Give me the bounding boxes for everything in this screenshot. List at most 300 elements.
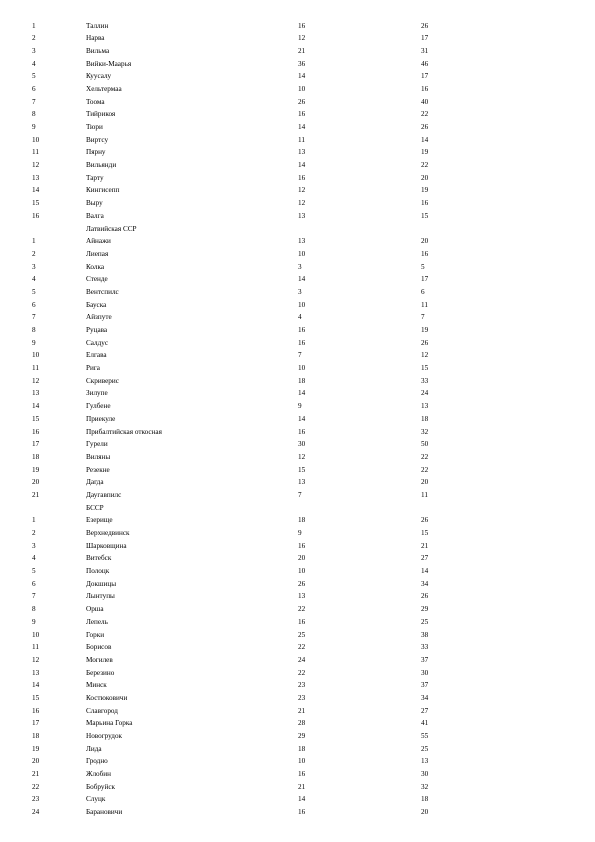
value-b: 16 (421, 84, 429, 93)
row-number: 17 (32, 719, 40, 728)
place-name: Лида (86, 744, 102, 753)
table-row (0, 654, 595, 667)
value-a: 16 (298, 338, 306, 347)
value-a: 7 (298, 490, 302, 499)
table-row (0, 261, 595, 274)
table-row (0, 476, 595, 489)
place-name: Тюри (86, 123, 103, 131)
row-number: 8 (32, 326, 36, 334)
table-row (0, 413, 595, 426)
table-row (0, 146, 595, 159)
table-row (0, 629, 595, 642)
place-name: Гулбене (86, 402, 111, 411)
value-b: 26 (421, 21, 429, 30)
value-a: 3 (298, 287, 302, 296)
value-b: 6 (421, 287, 425, 296)
value-b: 15 (421, 364, 429, 373)
table-row (0, 121, 595, 134)
value-a: 11 (298, 135, 305, 144)
value-a: 15 (298, 465, 306, 474)
place-name: Приекуле (86, 414, 116, 423)
value-b: 20 (421, 808, 429, 817)
table-row (0, 172, 595, 185)
value-a: 10 (298, 364, 306, 373)
value-a: 21 (298, 706, 306, 715)
place-name: Тоома (86, 97, 105, 106)
table-row (0, 159, 595, 172)
row-number: 4 (32, 59, 36, 68)
value-b: 26 (421, 338, 429, 347)
row-number: 15 (32, 693, 40, 702)
place-name: Лепель (86, 617, 108, 626)
value-a: 12 (298, 452, 306, 461)
value-b: 5 (421, 262, 425, 271)
place-name: Шарковщина (86, 541, 127, 550)
value-b: 22 (421, 465, 429, 474)
value-a: 22 (298, 643, 306, 652)
value-a: 12 (298, 199, 306, 208)
value-b: 34 (421, 693, 429, 702)
value-b: 13 (421, 402, 429, 411)
table-row (0, 197, 595, 210)
value-a: 10 (298, 567, 306, 576)
value-b: 19 (421, 148, 429, 157)
value-a: 10 (298, 757, 306, 766)
table-row (0, 705, 595, 718)
value-a: 12 (298, 34, 306, 43)
row-number: 1 (32, 21, 36, 30)
row-number: 5 (32, 287, 36, 296)
row-number: 14 (32, 681, 40, 690)
row-number: 23 (32, 795, 40, 804)
table-row (0, 337, 595, 350)
value-a: 28 (298, 719, 306, 728)
place-name: Тарту (86, 173, 104, 182)
value-a: 16 (298, 541, 306, 550)
value-b: 15 (421, 529, 429, 537)
row-number: 8 (32, 110, 36, 119)
value-b: 41 (421, 719, 429, 728)
table-row (0, 20, 595, 33)
table-row (0, 540, 595, 553)
value-b: 18 (421, 795, 429, 804)
value-b: 50 (421, 440, 429, 449)
row-number: 6 (32, 84, 36, 93)
table-row (0, 717, 595, 730)
place-name: Таллин (86, 21, 109, 30)
place-name: Витебск (86, 554, 112, 563)
section-title: БССР (86, 503, 104, 512)
place-name: Славгород (86, 706, 118, 715)
value-b: 25 (421, 617, 429, 626)
value-b: 21 (421, 541, 429, 550)
value-a: 14 (298, 72, 306, 81)
table-row (0, 806, 595, 819)
value-a: 9 (298, 529, 302, 537)
value-a: 30 (298, 440, 306, 449)
value-b: 15 (421, 211, 429, 220)
table-row (0, 235, 595, 248)
table-row (0, 400, 595, 413)
value-b: 25 (421, 744, 429, 753)
place-name: Вийки-Маарья (86, 59, 132, 68)
row-number: 13 (32, 668, 40, 677)
row-number: 12 (32, 376, 40, 385)
table-row (0, 464, 595, 477)
table-row (0, 451, 595, 464)
value-b: 20 (421, 478, 429, 487)
value-a: 14 (298, 414, 306, 423)
table-row (0, 692, 595, 705)
row-number: 3 (32, 262, 36, 271)
place-name: Верхнедвинск (86, 529, 130, 537)
table-row (0, 45, 595, 58)
place-name: Бауска (86, 300, 107, 309)
place-name: Барановичи (86, 808, 123, 817)
value-a: 18 (298, 744, 306, 753)
value-a: 14 (298, 161, 306, 170)
value-a: 18 (298, 516, 306, 525)
section-header-row (0, 502, 595, 515)
row-number: 15 (32, 199, 40, 208)
place-name: Прибалтийская откосная (86, 427, 162, 436)
place-name: Горки (86, 630, 105, 639)
place-name: Пярну (86, 148, 106, 157)
row-number: 10 (32, 351, 40, 360)
table-row (0, 755, 595, 768)
value-a: 26 (298, 97, 306, 106)
place-name: Салдус (86, 338, 109, 347)
section-header-row (0, 223, 595, 236)
table-row (0, 286, 595, 299)
value-b: 24 (421, 389, 429, 398)
table-row (0, 603, 595, 616)
value-a: 22 (298, 668, 306, 677)
place-name: Лиепая (86, 249, 109, 258)
place-name: Могилев (86, 655, 113, 664)
table-row (0, 273, 595, 286)
value-b: 46 (421, 59, 429, 68)
value-a: 4 (298, 313, 302, 322)
value-b: 40 (421, 97, 429, 106)
row-number: 11 (32, 148, 39, 157)
value-a: 14 (298, 389, 306, 398)
row-number: 2 (32, 529, 36, 537)
table-row (0, 578, 595, 591)
row-number: 11 (32, 643, 39, 652)
place-name: Руцава (86, 326, 108, 334)
row-number: 9 (32, 123, 36, 131)
row-number: 3 (32, 46, 36, 55)
value-b: 17 (421, 34, 429, 43)
value-b: 33 (421, 376, 429, 385)
place-name: Вентспилс (86, 287, 119, 296)
table-row (0, 362, 595, 375)
row-number: 10 (32, 135, 40, 144)
row-number: 6 (32, 300, 36, 309)
row-number: 19 (32, 744, 40, 753)
table-row (0, 210, 595, 223)
value-a: 36 (298, 59, 306, 68)
row-number: 16 (32, 427, 40, 436)
section-title: Латвийская ССР (86, 224, 137, 233)
table-row (0, 32, 595, 45)
place-name: Куусалу (86, 72, 112, 81)
value-a: 16 (298, 110, 306, 119)
place-name: Новогрудок (86, 732, 123, 740)
place-name: Борисов (86, 643, 112, 652)
place-name: Костюковичи (86, 693, 128, 702)
table-row (0, 667, 595, 680)
row-number: 18 (32, 452, 40, 461)
place-name: Айнажи (86, 237, 111, 246)
table-row (0, 616, 595, 629)
value-b: 38 (421, 630, 429, 639)
value-a: 14 (298, 795, 306, 804)
row-number: 7 (32, 592, 36, 601)
value-b: 20 (421, 237, 429, 246)
place-name: Орша (86, 605, 104, 614)
value-a: 22 (298, 605, 306, 614)
table-row (0, 730, 595, 743)
value-b: 26 (421, 516, 429, 525)
value-a: 13 (298, 592, 306, 601)
place-name: Нарва (86, 34, 105, 43)
value-b: 31 (421, 46, 429, 55)
value-b: 20 (421, 173, 429, 182)
value-a: 16 (298, 326, 306, 334)
place-name: Колка (86, 262, 105, 271)
value-a: 16 (298, 770, 306, 779)
place-name: Гурели (86, 440, 108, 449)
row-number: 17 (32, 440, 40, 449)
table-row (0, 426, 595, 439)
row-number: 7 (32, 97, 36, 106)
table-row (0, 641, 595, 654)
table-row (0, 565, 595, 578)
place-name: Валга (86, 211, 104, 220)
value-b: 12 (421, 351, 429, 360)
value-a: 23 (298, 681, 306, 690)
row-number: 19 (32, 465, 40, 474)
row-number: 10 (32, 630, 40, 639)
value-b: 17 (421, 72, 429, 81)
value-a: 13 (298, 237, 306, 246)
place-name: Вильма (86, 46, 110, 55)
value-a: 23 (298, 693, 306, 702)
place-name: Полоцк (86, 567, 110, 576)
row-number: 9 (32, 617, 36, 626)
place-name: Езерище (86, 516, 113, 525)
value-b: 16 (421, 249, 429, 258)
row-number: 21 (32, 490, 40, 499)
value-a: 25 (298, 630, 306, 639)
table-row (0, 375, 595, 388)
table-row (0, 590, 595, 603)
place-name: Березино (86, 668, 115, 677)
value-a: 21 (298, 782, 306, 791)
place-name: Резекне (86, 465, 110, 474)
value-b: 27 (421, 706, 429, 715)
value-b: 22 (421, 161, 429, 170)
place-name: Хельтермаа (86, 84, 122, 93)
place-name: Гродно (86, 757, 108, 766)
table-row (0, 108, 595, 121)
row-number: 2 (32, 34, 36, 43)
value-b: 34 (421, 579, 429, 588)
data-table (0, 20, 595, 819)
value-a: 10 (298, 84, 306, 93)
row-number: 16 (32, 211, 40, 220)
table-row (0, 793, 595, 806)
place-name: Лынтупы (86, 592, 115, 601)
value-b: 33 (421, 643, 429, 652)
value-b: 13 (421, 757, 429, 766)
value-b: 14 (421, 135, 429, 144)
value-a: 9 (298, 402, 302, 411)
table-row (0, 70, 595, 83)
table-row (0, 679, 595, 692)
value-a: 16 (298, 808, 306, 817)
row-number: 5 (32, 567, 36, 576)
place-name: Дагда (86, 478, 104, 487)
row-number: 20 (32, 478, 40, 487)
value-b: 26 (421, 123, 429, 131)
place-name: Айзпуте (86, 313, 112, 322)
value-b: 16 (421, 199, 429, 208)
table-row (0, 489, 595, 502)
row-number: 14 (32, 186, 40, 195)
value-b: 17 (421, 275, 429, 284)
value-b: 26 (421, 592, 429, 601)
value-b: 27 (421, 554, 429, 563)
place-name: Даугавпилс (86, 490, 122, 499)
value-a: 3 (298, 262, 302, 271)
row-number: 16 (32, 706, 40, 715)
value-a: 13 (298, 478, 306, 487)
table-row (0, 96, 595, 109)
place-name: Кингисепп (86, 186, 120, 195)
table-row (0, 324, 595, 337)
table-row (0, 134, 595, 147)
table-row (0, 387, 595, 400)
row-number: 22 (32, 782, 40, 791)
row-number: 4 (32, 275, 36, 284)
row-number: 2 (32, 249, 36, 258)
value-a: 20 (298, 554, 306, 563)
value-a: 14 (298, 275, 306, 284)
value-a: 12 (298, 186, 306, 195)
value-b: 22 (421, 452, 429, 461)
table-row (0, 438, 595, 451)
value-a: 13 (298, 148, 306, 157)
place-name: Вильянди (86, 161, 117, 170)
place-name: Бобруйск (86, 782, 115, 791)
place-name: Виляны (86, 452, 111, 461)
value-a: 16 (298, 173, 306, 182)
place-name: Выру (86, 199, 103, 208)
place-name: Жлобин (86, 770, 111, 779)
value-b: 11 (421, 490, 428, 499)
row-number: 7 (32, 313, 36, 322)
row-number: 5 (32, 72, 36, 81)
value-b: 18 (421, 414, 429, 423)
row-number: 1 (32, 237, 36, 246)
value-a: 16 (298, 617, 306, 626)
row-number: 8 (32, 605, 36, 614)
table-row (0, 552, 595, 565)
value-a: 26 (298, 579, 306, 588)
value-b: 55 (421, 732, 429, 740)
value-b: 14 (421, 567, 429, 576)
value-a: 18 (298, 376, 306, 385)
value-b: 29 (421, 605, 429, 614)
place-name: Зилупе (86, 389, 108, 398)
row-number: 12 (32, 161, 40, 170)
table-row (0, 768, 595, 781)
place-name: Скриверис (86, 376, 119, 385)
table-row (0, 311, 595, 324)
value-a: 10 (298, 249, 306, 258)
row-number: 14 (32, 402, 40, 411)
table-row (0, 58, 595, 71)
value-b: 22 (421, 110, 429, 119)
value-b: 32 (421, 782, 429, 791)
table-row (0, 781, 595, 794)
value-a: 7 (298, 351, 302, 360)
value-a: 21 (298, 46, 306, 55)
row-number: 13 (32, 173, 40, 182)
row-number: 11 (32, 364, 39, 373)
value-b: 11 (421, 300, 428, 309)
value-a: 16 (298, 427, 306, 436)
table-row (0, 514, 595, 527)
place-name: Виртсу (86, 135, 109, 144)
row-number: 4 (32, 554, 36, 563)
table-row (0, 743, 595, 756)
row-number: 12 (32, 655, 40, 664)
row-number: 21 (32, 770, 40, 779)
row-number: 6 (32, 579, 36, 588)
place-name: Марьина Горка (86, 719, 133, 728)
value-b: 19 (421, 186, 429, 195)
row-number: 3 (32, 541, 36, 550)
place-name: Докшицы (86, 579, 117, 588)
table-row (0, 349, 595, 362)
place-name: Слуцк (86, 795, 106, 804)
place-name: Елгава (86, 351, 107, 360)
table-row (0, 184, 595, 197)
table-row (0, 527, 595, 540)
value-a: 24 (298, 655, 306, 664)
value-b: 37 (421, 655, 429, 664)
table-row (0, 248, 595, 261)
place-name: Минск (86, 681, 107, 690)
value-b: 37 (421, 681, 429, 690)
value-a: 16 (298, 21, 306, 30)
row-number: 18 (32, 732, 40, 740)
place-name: Рига (86, 364, 100, 373)
place-name: Стенде (86, 275, 108, 284)
row-number: 24 (32, 808, 40, 817)
value-b: 19 (421, 326, 429, 334)
row-number: 20 (32, 757, 40, 766)
value-a: 29 (298, 732, 306, 740)
value-b: 30 (421, 668, 429, 677)
row-number: 1 (32, 516, 36, 525)
value-a: 10 (298, 300, 306, 309)
row-number: 13 (32, 389, 40, 398)
